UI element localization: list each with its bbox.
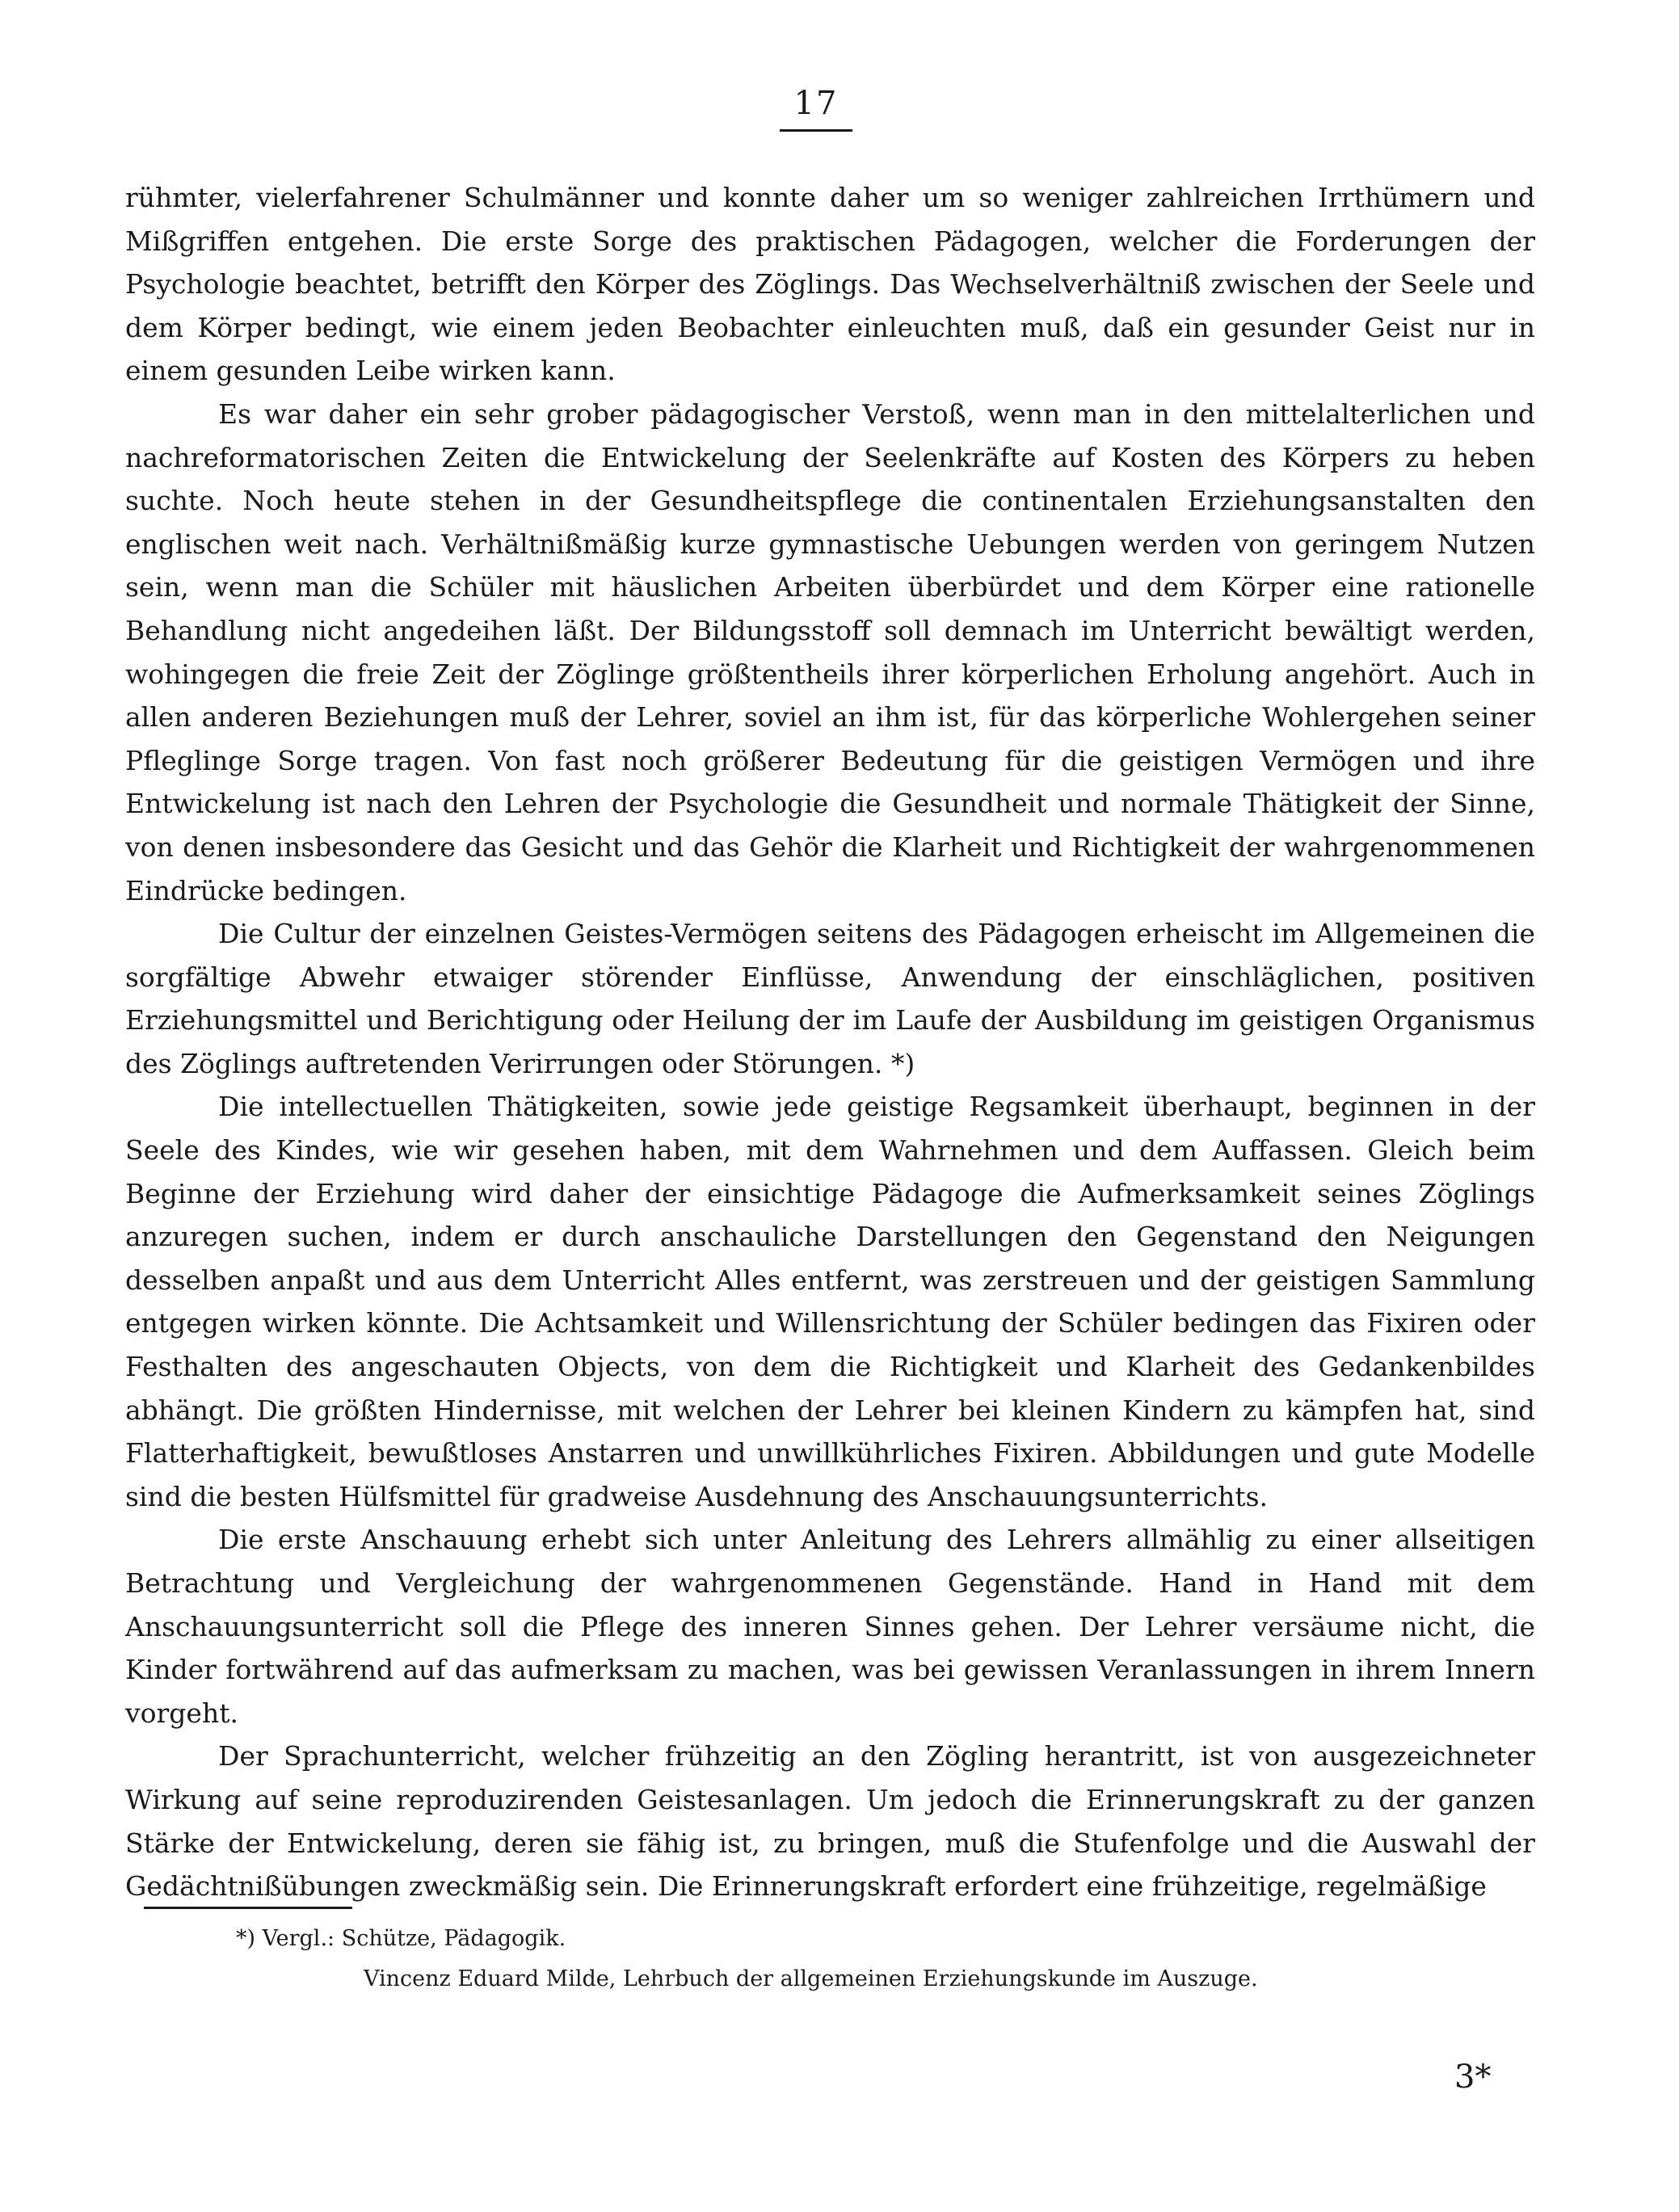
body-text bbox=[125, 176, 1535, 1908]
signature-mark: 3* bbox=[1454, 2059, 1492, 2096]
paragraph: Die intellectuellen Thätigkeiten, sowie jede geistige Regsamkeit überhaupt, beginnen in der Seele des Kindes, wie wir gesehen haben, mit dem Wahrnehmen und dem Auffassen. Gleich beim Beginne der Erziehung wird daher der einsichtige Pädagoge die Aufmerksamkeit seines Zöglings anzuregen suchen, indem er durch anschauliche Darstellungen den Gegenstand den Neigungen desselben anpaßt und aus dem Unterricht Alles entfernt, was zerstreuen und der geistigen Sammlung entgegen wirken könnte. Die Achtsamkeit und Willensrichtung der Schüler bedingen das Fixiren oder Festhalten des angeschauten Objects, von dem die Richtigkeit und Klarheit des Gedankenbildes abhängt. Die größten Hindernisse, mit welchen der Lehrer bei kleinen Kindern zu kämpfen hat, sind Flatterhaftigkeit, bewußtloses Anstarren und unwillkührliches Fixiren. Abbildungen und gute Modelle sind die besten Hülfsmittel für gradweise Ausdehnung des Anschauungsunterrichts. bbox=[125, 1091, 1535, 1512]
paragraph-continuation: rühmter, vielerfahrener Schulmänner und konnte daher um so weniger zahlreichen Irrthümern und Mißgriffen entgehen. Die erste Sorge des praktischen Pädagogen, welcher die Forderungen der Psychologie beachtet, betrifft den Körper des Zöglings. Das Wechselverhältniß zwischen der Seele und dem Körper bedingt, wie einem jeden Beobachter einleuchten muß, daß ein gesunder Geist nur in einem gesunden Leibe wirken kann. bbox=[125, 182, 1535, 387]
paragraph: Die Cultur der einzelnen Geistes-Vermögen seitens des Pädagogen erheischt im Allgemeinen die sorgfältige Abwehr etwaiger störender Einflüsse, Anwendung der einschläglichen, positiven Erziehungsmittel und Berichtigung oder Heilung der im Laufe der Ausbildung im geistigen Organismus des Zöglings auftretenden Verirrungen oder Störungen. *) bbox=[125, 918, 1535, 1079]
footnote-source: Vincenz Eduard Milde, Lehrbuch der allgemeinen Erziehungskunde im Auszuge. bbox=[364, 1966, 1258, 1991]
page-number-underline bbox=[780, 129, 852, 132]
paragraph: Der Sprachunterricht, welcher frühzeitig an den Zögling herantritt, ist von ausgezeichneter Wirkung auf seine reproduzirenden Geistesanlagen. Um jedoch die Erinnerungskraft zu der ganzen Stärke der Entwickelung, deren sie fähig ist, zu bringen, muß die Stufenfolge und die Auswahl der Gedächtnißübungen zweckmäßig sein. Die Erinnerungskraft erfordert eine frühzeitige, regelmäßige bbox=[125, 1740, 1535, 1903]
footnote-divider bbox=[144, 1907, 352, 1909]
page-number: 17 bbox=[793, 85, 839, 122]
footnote-reference: *) Vergl.: Schütze, Pädagogik. bbox=[236, 1926, 566, 1951]
paragraph: Es war daher ein sehr grober pädagogischer Verstoß, wenn man in den mittelalterlichen und nachreformatorischen Zeiten die Entwickelung der Seelenkräfte auf Kosten des Körpers zu heben suchte. Noch heute stehen in der Gesundheitspflege die continentalen Erziehungsanstalten den englischen weit nach. Verhältnißmäßig kurze gymnastische Uebungen werden von geringem Nutzen sein, wenn man die Schüler mit häuslichen Arbeiten überbürdet und dem Körper eine rationelle Behandlung nicht angedeihen läßt. Der Bildungsstoff soll demnach im Unterricht bewältigt werden, wohingegen die freie Zeit der Zöglinge größtentheils ihrer körperlichen Erholung angehört. Auch in allen anderen Beziehungen muß der Lehrer, soviel an ihm ist, für das körperliche Wohlergehen seiner Pfleglinge Sorge tragen. Von fast noch größerer Bedeutung für die geistigen Vermögen und ihre Entwickelung ist nach den Lehren der Psychologie die Gesundheit und normale Thätigkeit der Sinne, von denen insbesondere das Gesicht und das Gehör die Klarheit und Richtigkeit der wahrgenommenen Eindrücke bedingen. bbox=[125, 397, 1535, 906]
paragraph: Die erste Anschauung erhebt sich unter Anleitung des Lehrers allmählig zu einer allseitigen Betrachtung und Vergleichung der wahrgenommenen Gegenstände. Hand in Hand mit dem Anschauungsunterricht soll die Pflege des inneren Sinnes gehen. Der Lehrer versäume nicht, die Kinder fortwährend auf das aufmerksam zu machen, was bei gewissen Veranlassungen in ihrem Innern vorgeht. bbox=[125, 1524, 1535, 1729]
